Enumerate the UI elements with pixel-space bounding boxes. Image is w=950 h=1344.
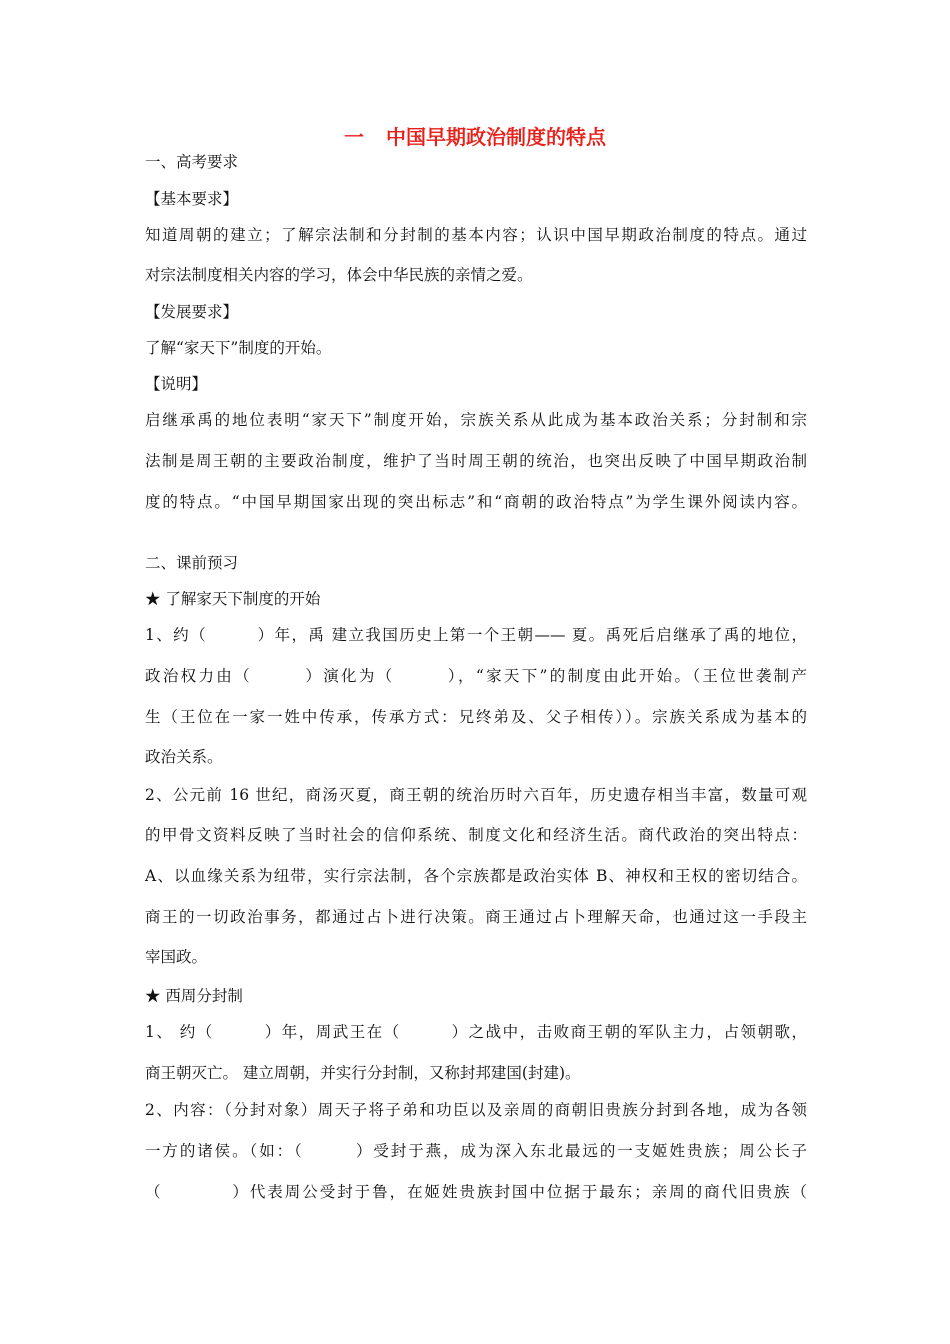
paragraph-line: 度的特点。“中国早期国家出现的突出标志”和“商朝的政治特点”为学生课外阅读内容。 xyxy=(145,493,807,511)
paragraph-line: 法制是周王朝的主要政治制度，维护了当时周王朝的统治，也突出反映了中国早期政治制 xyxy=(145,452,807,470)
paragraph-line: （ ）代表周公受封于鲁，在姬姓贵族封国中位据于最东；亲周的商代旧贵族（ xyxy=(145,1183,807,1201)
section-heading-preview: 二、课前预习 xyxy=(145,554,239,572)
paragraph-line: 了解“家天下”制度的开始。 xyxy=(145,339,332,357)
title-text: 中国早期政治制度的特点 xyxy=(386,125,606,149)
paragraph-line: 的甲骨文资料反映了当时社会的信仰系统、制度文化和经济生活。商代政治的突出特点： xyxy=(145,826,807,844)
title-number: 一 xyxy=(344,125,364,149)
paragraph-line: 知道周朝的建立；了解宗法制和分封制的基本内容；认识中国早期政治制度的特点。通过 xyxy=(145,226,807,244)
paragraph-line: 宰国政。 xyxy=(145,948,208,966)
paragraph-line: 启继承禹的地位表明“家天下”制度开始，宗族关系从此成为基本政治关系；分封制和宗 xyxy=(145,411,807,429)
paragraph-line: 生（王位在一家一姓中传承，传承方式：兄终弟及、父子相传））。宗族关系成为基本的 xyxy=(145,708,807,726)
paragraph-line: 对宗法制度相关内容的学习，体会中华民族的亲情之爱。 xyxy=(145,266,533,284)
star-heading: ★ 西周分封制 xyxy=(145,987,243,1005)
paragraph-line: 1、约（ ）年，禹 建立我国历史上第一个王朝—— 夏。禹死后启继承了禹的地位， xyxy=(145,626,807,644)
paragraph-line: 2、内容：（分封对象）周天子将子弟和功臣以及亲周的商朝旧贵族分封到各地，成为各领 xyxy=(145,1101,807,1119)
subheading-basic: 【基本要求】 xyxy=(145,190,239,208)
paragraph-line: 政治权力由（ ）演化为（ ），“家天下”的制度由此开始。（王位世袭制产 xyxy=(145,667,807,685)
subheading-notes: 【说明】 xyxy=(145,375,208,393)
paragraph-line: 一方的诸侯。（如：（ ）受封于燕，成为深入东北最远的一支姬姓贵族；周公长子 xyxy=(145,1142,807,1160)
subheading-development: 【发展要求】 xyxy=(145,303,239,321)
paragraph-line: 商王的一切政治事务，都通过占卜进行决策。商王通过占卜理解天命，也通过这一手段主 xyxy=(145,908,807,926)
section-heading-requirements: 一、高考要求 xyxy=(145,153,239,171)
star-heading: ★ 了解家天下制度的开始 xyxy=(145,590,321,608)
paragraph-line: 2、公元前 16 世纪，商汤灭夏，商王朝的统治历时六百年，历史遗存相当丰富，数量可观 xyxy=(145,786,807,804)
document-title xyxy=(0,124,950,150)
paragraph-line: A、以血缘关系为纽带，实行宗法制，各个宗族都是政治实体 B、神权和王权的密切结合。 xyxy=(145,867,807,885)
paragraph-line: 1、 约（ ）年，周武王在（ ）之战中，击败商王朝的军队主力，占领朝歌， xyxy=(145,1023,807,1041)
paragraph-line: 商王朝灭亡。 建立周朝，并实行分封制，又称封邦建国(封建)。 xyxy=(145,1064,581,1082)
paragraph-line: 政治关系。 xyxy=(145,748,223,766)
